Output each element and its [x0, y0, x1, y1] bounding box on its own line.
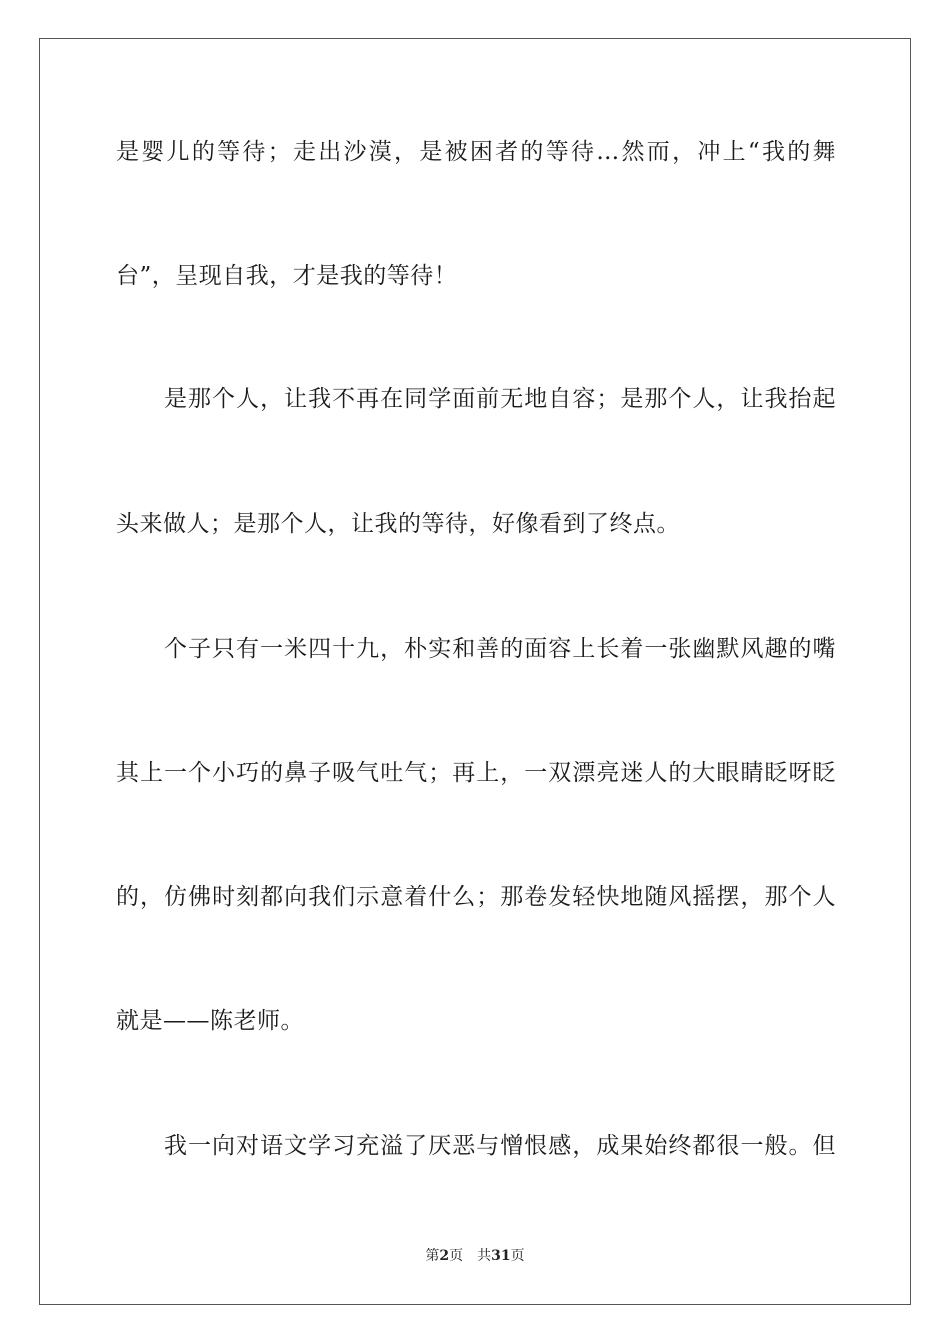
- total-pages: 31: [491, 1248, 511, 1264]
- page-number: 2: [439, 1248, 450, 1264]
- text-line: 其上一个小巧的鼻子吸气吐气；再上，一双漂亮迷人的大眼睛眨呀眨: [116, 760, 836, 786]
- text-line: 台”，呈现自我，才是我的等待！: [116, 263, 458, 289]
- page-suffix: 页: [449, 1248, 464, 1264]
- page-footer: [0, 1246, 950, 1266]
- text-line: 个子只有一米四十九，朴实和善的面容上长着一张幽默风趣的嘴: [164, 636, 836, 662]
- total-suffix: 页: [510, 1248, 525, 1264]
- text-line: 是那个人，让我不再在同学面前无地自容；是那个人，让我抬起: [164, 386, 836, 412]
- text-line: 头来做人；是那个人，让我的等待，好像看到了终点。: [116, 511, 680, 537]
- page-border: [39, 38, 911, 1305]
- text-line: 我一向对语文学习充溢了厌恶与憎恨感，成果始终都很一般。但: [164, 1133, 836, 1159]
- text-line: 就是——陈老师。: [116, 1008, 304, 1034]
- total-prefix: 共: [477, 1248, 492, 1264]
- text-line: 是婴儿的等待；走出沙漠，是被困者的等待…然而，冲上“我的舞: [116, 139, 836, 165]
- text-line: 的，仿佛时刻都向我们示意着什么；那卷发轻快地随风摇摆，那个人: [116, 884, 836, 910]
- page-prefix: 第: [425, 1248, 440, 1264]
